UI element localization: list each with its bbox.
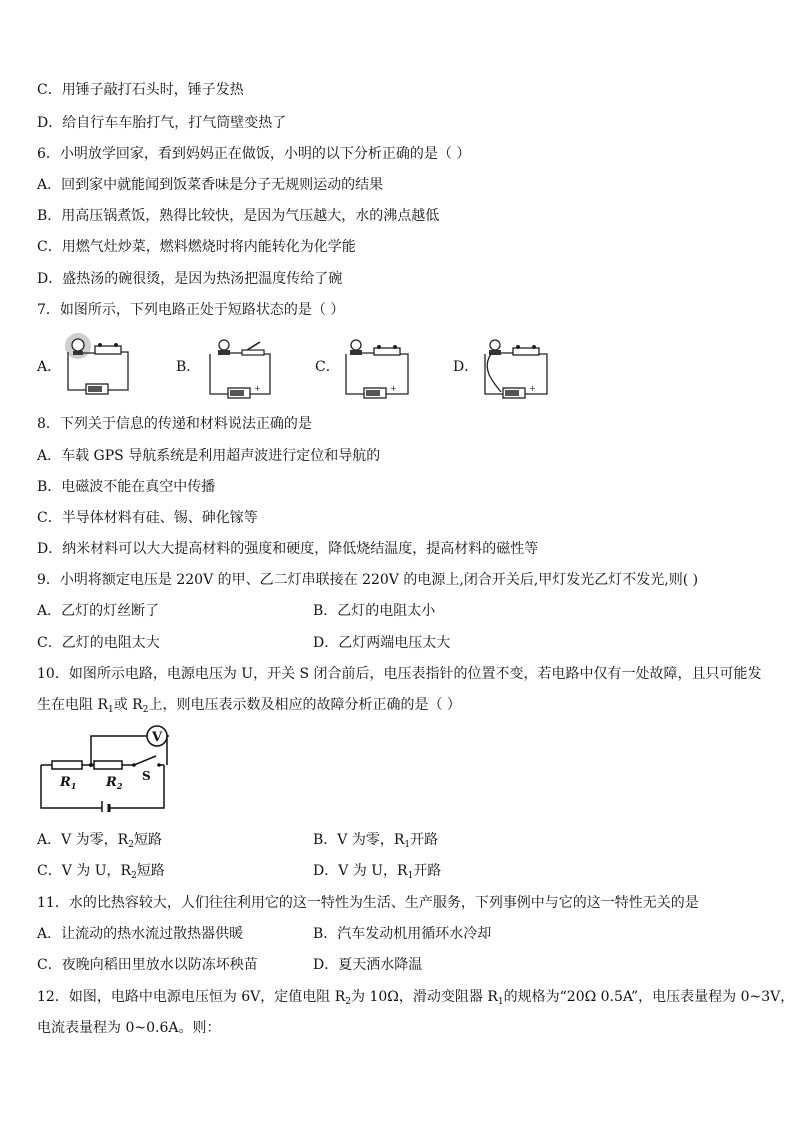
q12-stem-line2: 电流表量程为 0~0.6A。则： [37, 1020, 221, 1036]
q8-stem: 8．下列关于信息的传递和材料说法正确的是 [37, 416, 312, 432]
q10-stem-line1: 10．如图所示电路，电源电压为 U，开关 S 闭合前后，电压表指针的位置不变，若电路中仅有一处故障，且只可能发 [37, 666, 762, 682]
q10-circuit-diagram [36, 722, 170, 812]
switch-icon [134, 756, 156, 765]
q9-option-b: B．乙灯的电阻太小 [313, 603, 436, 619]
short-circuit-wire [487, 354, 501, 392]
q11-stem: 11．水的比热容较大，人们往往利用它的这一特性为生活、生产服务，下列事例中与它的这一特性无关的是 [37, 895, 699, 911]
q11-option-d: D．夏天洒水降温 [313, 957, 423, 973]
q10-option-c: C．V 为 U，$R_2$短路 [37, 863, 165, 881]
r1-label: $R_1$ [60, 775, 77, 791]
svg-text:+: + [529, 384, 536, 393]
switch-icon [95, 346, 121, 354]
bulb-icon [490, 340, 500, 350]
q10-option-b: B．V 为零，$R_1$开路 [313, 832, 439, 850]
q8-option-d: D．纳米材料可以大大提高材料的强度和硬度，降低烧结温度，提高材料的磁性等 [37, 541, 539, 557]
q8-option-a: A．车载 GPS 导航系统是利用超声波进行定位和导航的 [37, 448, 381, 464]
q6-stem: 6．小明放学回家，看到妈妈正在做饭，小明的以下分析正确的是（ ） [37, 146, 471, 162]
svg-text:+: + [390, 384, 397, 393]
q7-circuit-a [62, 328, 138, 400]
q11-option-c: C．夜晚向稻田里放水以防冻坏秧苗 [37, 957, 258, 973]
voltmeter-label: V [152, 730, 163, 745]
q7-label-a: A． [37, 359, 62, 375]
q8-option-b: B．电磁波不能在真空中传播 [37, 479, 216, 495]
q12-stem-line1: 12．如图，电路中电源电压恒为 6V，定值电阻 $R_2$为 10Ω，滑动变阻器 $R_1$的规格为“20Ω 0.5A”，电压表量程为 0~3V， [37, 989, 794, 1007]
q7-circuit-b [202, 334, 278, 402]
q7-label-c: C． [315, 359, 340, 375]
q7-circuit-c [340, 334, 416, 402]
q10-option-d: D．V 为 U，$R_1$开路 [313, 863, 442, 881]
q8-option-c: C．半导体材料有硅、锡、砷化镓等 [37, 510, 258, 526]
svg-text:+: + [254, 384, 261, 393]
q5-option-c: C．用锤子敲打石头时，锤子发热 [37, 82, 244, 98]
bulb-icon [72, 339, 84, 351]
q11-option-a: A．让流动的热水流过散热器供暖 [37, 926, 244, 942]
bulb-icon [219, 340, 229, 350]
q7-stem: 7．如图所示，下列电路正处于短路状态的是（ ） [37, 302, 345, 318]
q7-label-d: D． [453, 359, 479, 375]
q7-circuit-d [479, 334, 555, 402]
resistor-r1 [52, 761, 82, 769]
switch-label: S [142, 769, 151, 783]
q11-option-b: B．汽车发动机用循环水冷却 [313, 926, 492, 942]
q6-option-b: B．用高压锅煮饭，熟得比较快，是因为气压越大，水的沸点越低 [37, 208, 440, 224]
q6-option-c: C．用燃气灶炒菜，燃料燃烧时将内能转化为化学能 [37, 239, 356, 255]
q5-option-d: D．给自行车车胎打气，打气筒壁变热了 [37, 115, 287, 131]
r2-label: $R_2$ [106, 775, 123, 791]
q9-option-a: A．乙灯的灯丝断了 [37, 603, 160, 619]
q6-option-a: A．回到家中就能闻到饭菜香味是分子无规则运动的结果 [37, 177, 384, 193]
switch-icon [374, 348, 400, 355]
q10-stem-line2: 生在电阻 $R_1$或 $R_2$上，则电压表示数及相应的故障分析正确的是（ ） [37, 697, 461, 715]
q9-option-d: D．乙灯两端电压太大 [313, 635, 451, 651]
bulb-icon [351, 340, 361, 350]
resistor-r2 [94, 761, 122, 769]
q10-option-a: A．V 为零，$R_2$短路 [37, 832, 162, 850]
q9-stem: 9．小明将额定电压是 220V 的甲、乙二灯串联接在 220V 的电源上,闭合开关后,甲灯发光乙灯不发光,则( ) [37, 572, 699, 588]
q9-option-c: C．乙灯的电阻太大 [37, 635, 160, 651]
q6-option-d: D．盛热汤的碗很烫，是因为热汤把温度传给了碗 [37, 271, 343, 287]
q7-label-b: B． [176, 359, 201, 375]
switch-icon [513, 348, 539, 355]
